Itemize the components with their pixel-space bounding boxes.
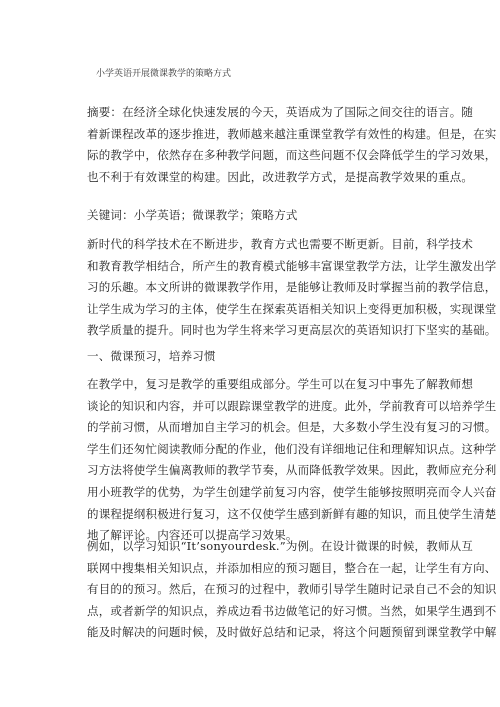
paragraph-line: 的课程提纲积极进行复习，这不仅使学生感到新鲜有趣的知识，而且使学生清楚 <box>87 506 497 521</box>
paragraph-line: 习方法将使学生偏离教师的教学节奏，从而降低教学效果。因此，教师应充分利 <box>87 463 497 478</box>
paragraph-line: 地了解评论。内容还可以提高学习效果。 <box>87 528 298 543</box>
intro-line: 习的乐趣。本文所讲的微课教学作用，是能够让教师及时掌握当前的教学信息， <box>87 280 497 295</box>
intro-line: 教学质量的提升。同时也为学生将来学习更高层次的英语知识打下坚实的基础。 <box>87 323 497 338</box>
intro-line: 新时代的科学技术在不断进步，教育方式也需要不断更新。目前，科学技术 <box>87 237 474 251</box>
paragraph-line: 有目的的预习。然后，在预习的过程中，教师引导学生随时记录自己不会的知识 <box>87 582 497 597</box>
abstract-line: 摘要：在经济全球化快速发展的今天，英语成为了国际之间交往的语言。随 <box>87 105 474 119</box>
document-title: 小学英语开展微课教学的策略方式 <box>96 69 232 79</box>
intro-paragraph <box>87 234 497 342</box>
intro-line: 和教育教学相结合，所产生的教育模式能够丰富课堂教学方法，让学生激发出学 <box>87 258 497 273</box>
abstract-line: 际的教学中，依然存在多种教学问题，而这些问题不仅会降低学生的学习效果， <box>87 148 497 163</box>
section-paragraph-2 <box>87 536 497 644</box>
abstract-paragraph <box>87 102 497 188</box>
paragraph-line: 谈论的知识和内容，并可以跟踪课堂教学的进度。此外，学前教育可以培养学生 <box>87 398 497 413</box>
paragraph-line: 点，或者新学的知识点，养成边看书边做笔记的好习惯。当然，如果学生遇到不 <box>87 603 497 618</box>
abstract-line: 着新课程改革的逐步推进，教师越来越注重课堂教学有效性的构建。但是，在实 <box>87 126 497 141</box>
keywords-text: 关键词：小学英语；微课教学；策略方式 <box>87 208 298 222</box>
paragraph-line: 用小班教学的优势，为学生创建学前复习内容，使学生能够按照明亮而令人兴奋 <box>87 484 497 499</box>
paragraph-line: 联网中搜集相关知识点，并添加相应的预习题目，整合在一起，让学生有方向、 <box>87 560 497 575</box>
paragraph-line: 例如，以学习知识“It’sonyourdesk.”为例。在设计微课的时候，教师从互 <box>87 539 474 553</box>
intro-line: 让学生成为学习的主体，使学生在探索英语相关知识上变得更加积极，实现课堂 <box>87 301 497 316</box>
section-heading: 一、微课预习，培养习惯 <box>87 349 216 363</box>
paragraph-line: 在教学中，复习是教学的重要组成部分。学生可以在复习中事先了解教师想 <box>87 377 474 391</box>
keywords-line <box>87 205 417 227</box>
paragraph-line: 的学前习惯，从而增加自主学习的机会。但是，大多数小学生没有复习的习惯。 <box>87 420 497 435</box>
abstract-line: 也不利于有效课堂的构建。因此，改进教学方式，是提高教学效果的重点。 <box>87 169 474 184</box>
paragraph-line: 能及时解决的问题时候，及时做好总结和记录，将这个问题预留到课堂教学中解 <box>87 625 497 640</box>
paragraph-line: 学生们还匆忙阅读教师分配的作业，他们没有详细地记住和理解知识点。这种学 <box>87 441 497 456</box>
